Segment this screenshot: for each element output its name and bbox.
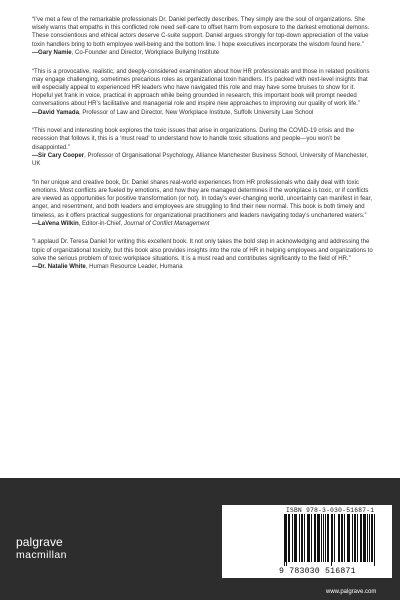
endorser-affiliation: , Professor of Organisational Psychology, Alliance Manchester Business School, University of Manchester, UK <box>32 152 368 168</box>
barcode-bar <box>323 514 324 562</box>
barcode-bar <box>315 514 316 562</box>
barcode-bar <box>289 514 290 562</box>
endorsement-attribution <box>32 49 376 57</box>
endorsement-attribution <box>32 220 376 228</box>
endorsement-attribution <box>32 152 376 168</box>
barcode-bar <box>364 514 365 562</box>
endorsement-text: “This novel and interesting book explores the toxic issues that arise in organizations. During the COVID-19 crisis and the recession that follows it, this is a ‘must read’ to understand how to handle toxic situations and people—you won’t be disappointed.” <box>32 128 354 151</box>
barcode-bar <box>341 514 342 562</box>
barcode-bar <box>347 514 348 562</box>
endorser-affiliation: , Human Resource Leader, Humana <box>85 264 183 271</box>
barcode-bar <box>357 514 358 562</box>
endorsement-gary-namie <box>32 16 376 57</box>
endorsement-text: “I applaud Dr. Teresa Daniel for writing this excellent book. It not only takes the bold step in acknowledging and addressing the topic of organizational toxicity, but this book also provides insights into the role of HR in helping employees and organizations to solve the serious problem of toxic workplace situations. It is a must read and contributes significantly to the field of HR.” <box>32 239 373 262</box>
barcode-bar <box>361 514 362 562</box>
barcode-bar <box>296 514 297 562</box>
endorser-name: —Sir Cary Cooper <box>32 152 85 159</box>
endorser-name: —LaVena Wilkin <box>32 220 79 227</box>
barcode-bar <box>328 514 329 562</box>
endorser-affiliation: , Editor-in-Chief, <box>78 220 125 227</box>
barcode-bar <box>294 514 295 562</box>
barcode-bar <box>344 514 345 562</box>
barcode-bar <box>285 514 286 562</box>
barcode-bar <box>318 514 319 562</box>
publisher-logo <box>16 536 67 561</box>
barcode-bar <box>342 514 343 562</box>
barcode-bar <box>295 514 296 562</box>
endorsement-lavena-wilkin <box>32 179 376 228</box>
publisher-url: www.palgrave.com <box>326 589 377 595</box>
endorsement-attribution <box>32 109 376 117</box>
barcode-bar <box>338 514 339 562</box>
barcode-bar <box>360 514 361 562</box>
barcode-bar <box>308 514 309 562</box>
endorsement-cary-cooper <box>32 127 376 168</box>
barcode-bar <box>369 514 370 562</box>
endorsement-text: “I’ve met a few of the remarkable professionals Dr. Daniel perfectly describes. They simply are the soul of organizations. She wisely warns that empaths in this conflicted role need self-care to offset harm from exposure to the darkest emotional demons. These conscientious and ethical actors deserve C-suite support. Daniel argues strongly for top-down appreciation of the value toxin handlers bring to both employee well-being and the bottom line. I hope executives incorporate the wisdom found here.” <box>32 17 370 48</box>
endorser-affiliation: , Professor of Law and Director, New Workplace Institute, Suffolk University Law School <box>78 109 314 116</box>
endorsement-text: “This is a provocative, realistic, and deeply-considered examination about how HR professionals and those in related positions may engage challenging, sometimes precarious roles as organizational toxin handlers. It’s packed with next-level insights that will especially appeal to experienced HR leaders who have navigated this role and may have some bruises to show for it. Hopeful yet frank in voice, practical in approach while being grounded in research, this important book will prompt needed conversations about HR’s facilitative and managerial role and inspire new approaches to improving our quality of work life.” <box>32 68 370 108</box>
barcode-bar <box>319 514 320 562</box>
barcode-bar <box>327 514 328 562</box>
barcode-bar <box>309 514 310 562</box>
barcode-bar <box>301 514 302 562</box>
barcode-bar <box>354 514 355 562</box>
barcode-bar <box>302 514 303 562</box>
barcode-digits: 9 783030 516871 <box>279 567 356 576</box>
barcode-bar <box>314 514 315 562</box>
isbn-label: ISBN 978-3-030-51687-1 <box>286 507 375 514</box>
barcode-bar <box>331 514 332 566</box>
barcode-bar <box>349 514 350 562</box>
barcode-bar <box>363 514 364 562</box>
barcode-bar <box>304 514 305 562</box>
barcode-bar <box>317 514 318 562</box>
barcode-bar <box>292 514 293 562</box>
barcode-bar <box>325 514 326 562</box>
barcode-bar <box>339 514 340 562</box>
publisher-logo-line2: macmillan <box>16 549 67 561</box>
barcode-bar <box>321 514 322 562</box>
endorser-name: —Dr. Natalie White <box>32 264 86 271</box>
barcode-bar <box>299 514 300 562</box>
barcode-bar <box>372 514 373 562</box>
barcode-bar <box>307 514 308 562</box>
barcode-bars <box>284 514 378 566</box>
barcode-bar <box>367 514 368 562</box>
barcode-bar <box>334 514 335 562</box>
barcode-bar <box>348 514 349 562</box>
barcode-bar <box>332 514 333 562</box>
endorser-name: —Gary Namie <box>32 49 72 56</box>
barcode-bar <box>311 514 312 562</box>
endorsement-attribution <box>32 263 376 271</box>
publisher-logo-line1: palgrave <box>16 535 63 549</box>
endorsement-text: “In her unique and creative book, Dr. Daniel shares real-world experiences from HR professionals who daily deal with toxic emotions. Most conflicts are fueled by emotions, and how they are managed determines if the workplace is toxic, or if conflicts are viewed as opportunities for positive transformation (or not). In today’s ever-changing world, uncertainty can manifest in fear, anger, and resentment, and both leaders and employees are struggling to find their new normal. This book is both timely and timeless, as it offers practical suggestions for organizational practitioners and leaders navigating today’s unchartered waters.” <box>32 179 373 219</box>
endorsement-natalie-white <box>32 238 376 271</box>
barcode-bar <box>365 514 366 562</box>
barcode-bar <box>284 514 285 566</box>
endorser-name: —David Yamada <box>32 109 79 116</box>
endorser-affiliation: , Co-Founder and Director, Workplace Bullying Institute <box>71 49 220 56</box>
barcode-bar <box>352 514 353 562</box>
barcode-bar <box>288 514 289 562</box>
barcode-bar <box>355 514 356 562</box>
barcode-bar <box>286 514 287 566</box>
journal-title: Journal of Conflict Management <box>124 220 210 227</box>
barcode-bar <box>374 514 375 566</box>
barcode-bar <box>371 514 372 562</box>
endorsement-david-yamada <box>32 68 376 117</box>
